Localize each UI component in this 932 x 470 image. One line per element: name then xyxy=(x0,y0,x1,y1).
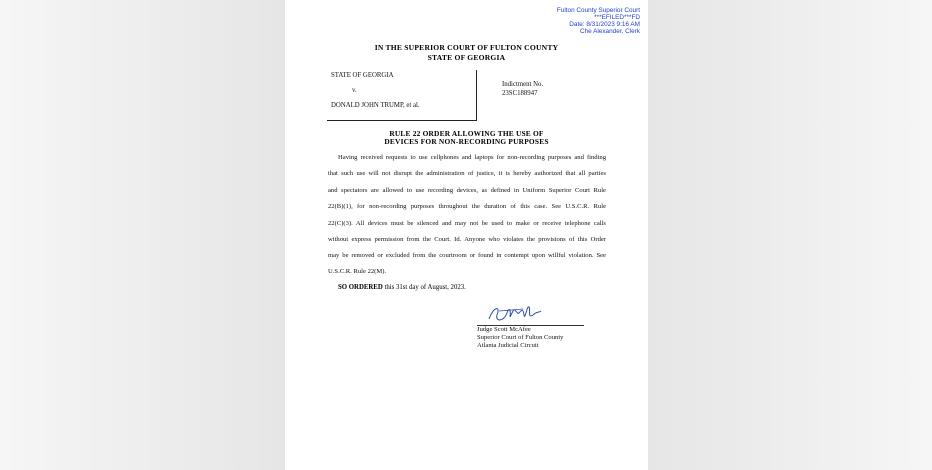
signer-name: Judge Scott McAfee xyxy=(477,326,531,333)
caption-versus: v. xyxy=(352,87,357,94)
background-left xyxy=(0,0,285,470)
signer-court: Superior Court of Fulton County xyxy=(477,334,564,341)
order-title-line1: RULE 22 ORDER ALLOWING THE USE OF xyxy=(389,129,544,138)
indictment-label: Indictment No. xyxy=(502,81,544,88)
stamp-clerk: Che Alexander, Clerk xyxy=(579,28,640,35)
caption-divider-horizontal xyxy=(327,120,477,121)
efile-stamp xyxy=(557,7,640,35)
stamp-court: Fulton County Superior Court xyxy=(556,7,640,14)
signer-circuit: Atlanta Judicial Circuit xyxy=(477,342,539,349)
court-heading-line2: STATE OF GEORGIA xyxy=(427,53,506,62)
so-ordered-line xyxy=(338,284,466,291)
body-line-1: Having received requests to use cellphones and laptops for non-recording purposes and finding xyxy=(338,154,606,161)
body-line-3: and spectators are allowed to use recording devices, as defined in Uniform Superior Court Rule xyxy=(328,187,606,194)
body-line-8: U.S.C.R. Rule 22(M). xyxy=(328,268,387,275)
caption-divider-vertical xyxy=(476,70,477,120)
body-line-4: 22(B)(1), for non-recording purposes throughout the duration of this case. See U.S.C.R. Rule xyxy=(328,203,606,210)
body-line-5: 22(C)(3). All devices must be silenced and may not be used to make or receive telephone calls xyxy=(328,220,606,227)
so-ordered-bold: SO ORDERED xyxy=(338,284,383,291)
caption-plaintiff: STATE OF GEORGIA xyxy=(331,72,394,79)
stamp-efiled: ***EFILED***FD xyxy=(594,14,640,21)
caption-defendant: DONALD JOHN TRUMP, et al. xyxy=(331,102,420,109)
body-line-7: may be removed or excluded from the courtroom or found in contempt upon willful violation. See xyxy=(328,252,606,259)
indictment-number: 23SC188947 xyxy=(502,90,538,97)
order-title-line2: DEVICES FOR NON-RECORDING PURPOSES xyxy=(384,137,549,146)
body-line-2: that such use will not disrupt the administration of justice, it is hereby authorized that all parties xyxy=(328,170,606,177)
background-right xyxy=(648,0,932,470)
document-page xyxy=(285,0,648,470)
so-ordered-date: this 31st day of August, 2023. xyxy=(384,284,466,291)
stamp-date: Date: 8/31/2023 9:16 AM xyxy=(569,21,640,28)
body-line-6: without express permission from the Court. Id. Anyone who violates the provisions of this Order xyxy=(328,236,606,243)
court-heading-line1: IN THE SUPERIOR COURT OF FULTON COUNTY xyxy=(374,43,559,52)
judge-signature xyxy=(483,301,543,327)
